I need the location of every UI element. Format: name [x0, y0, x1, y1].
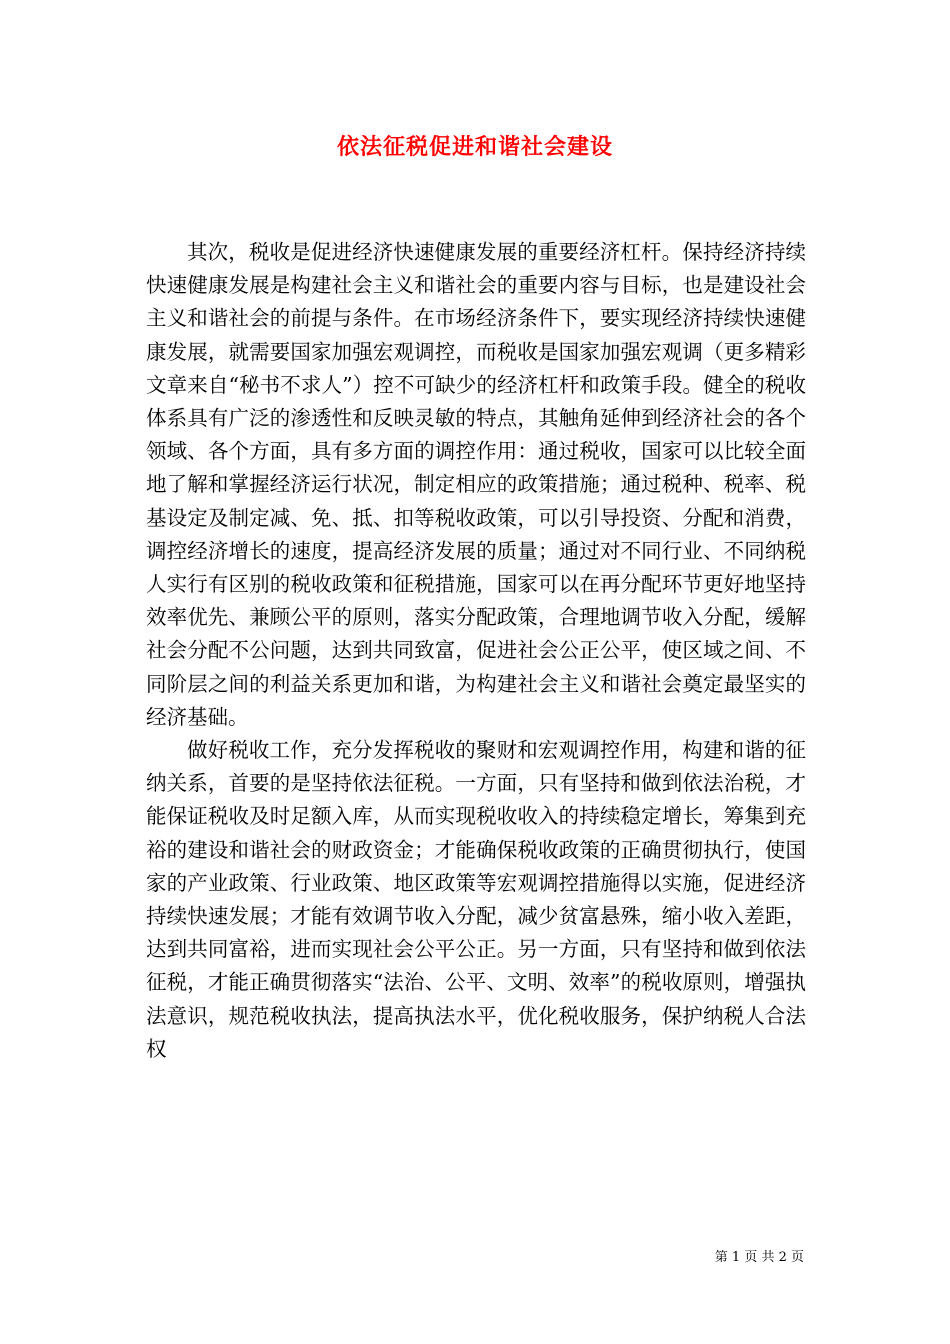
paragraph-1: 其次，税收是促进经济快速健康发展的重要经济杠杆。保持经济持续快速健康发展是构建社会主义和谐社会的重要内容与目标，也是建设社会主义和谐社会的前提与条件。在市场经济条件下，要实现经济持续快速健康发展，就需要国家加强宏观调控，而税收是国家加强宏观调（更多精彩文章来自“秘书不求人”）控不可缺少的经济杠杆和政策手段。健全的税收体系具有广泛的渗透性和反映灵敏的特点，其触角延伸到经济社会的各个领域、各个方面，具有多方面的调控作用：通过税收，国家可以比较全面地了解和掌握经济运行状况，制定相应的政策措施；通过税种、税率、税基设定及制定减、免、抵、扣等税收政策，可以引导投资、分配和消费，调控经济增长的速度，提高经济发展的质量；通过对不同行业、不同纳税人实行有区别的税收政策和征税措施，国家可以在再分配环节更好地坚持效率优先、兼顾公平的原则，落实分配政策，合理地调节收入分配，缓解社会分配不公问题，达到共同致富，促进社会公正公平，使区域之间、不同阶层之间的利益关系更加和谐，为构建社会主义和谐社会奠定最坚实的经济基础。 [146, 240, 806, 729]
page-number-footer: 第 1 页 共 2 页 [714, 1250, 804, 1265]
paragraph-2: 做好税收工作，充分发挥税收的聚财和宏观调控作用，构建和谐的征纳关系，首要的是坚持依法征税。一方面，只有坚持和做到依法治税，才能保证税收及时足额入库，从而实现税收收入的持续稳定增长，筹集到充裕的建设和谐社会的财政资金；才能确保税收政策的正确贯彻执行，使国家的产业政策、行业政策、地区政策等宏观调控措施得以实施，促进经济持续快速发展；才能有效调节收入分配，减少贫富悬殊，缩小收入差距，达到共同富裕，进而实现社会公平公正。另一方面，只有坚持和做到依法征税，才能正确贯彻落实“法治、公平、文明、效率”的税收原则，增强执法意识，规范税收执法，提高执法水平，优化税收服务，保护纳税人合法权 [146, 738, 806, 1061]
document-body [146, 236, 806, 1066]
document-title: 依法征税促进和谐社会建设 [336, 134, 613, 160]
